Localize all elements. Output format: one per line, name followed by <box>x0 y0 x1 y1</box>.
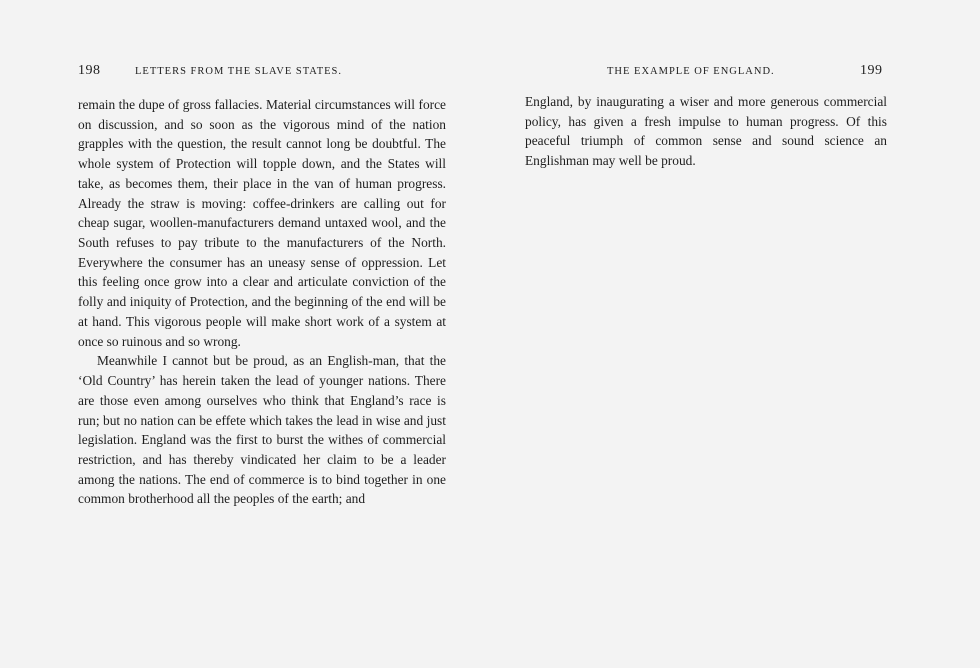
running-head: THE EXAMPLE OF ENGLAND. <box>607 66 775 77</box>
body-text <box>78 95 446 509</box>
page-number: 199 <box>860 63 883 78</box>
paragraph: England, by inaugurating a wiser and more generous commercial policy, has given a fresh impulse to human progress. Of this peaceful triumph of common sense and sound science an Englishman may well be proud. <box>525 94 887 169</box>
body-text <box>525 92 887 171</box>
running-head: LETTERS FROM THE SLAVE STATES. <box>135 66 342 77</box>
paragraph: remain the dupe of gross fallacies. Material circumstances will force on discussion, and so soon as the vigorous mind of the nation grapples with the question, the result cannot long be doubtful. The whole system of Protection will topple down, and the States will take, as becomes them, their place in the van of human progress. Already the straw is moving: coffee-drinkers are calling out for cheap sugar, woollen-manufacturers demand untaxed wool, and the South refuses to pay tribute to the manufacturers of the North. Everywhere the consumer has an uneasy sense of oppression. Let this feeling once grow into a clear and articulate conviction of the folly and iniquity of Protection, and the beginning of the end will be at hand. This vigorous people will make short work of a system at once so ruinous and so wrong. <box>78 97 446 349</box>
right-page <box>490 0 980 668</box>
paragraph: Meanwhile I cannot but be proud, as an English-man, that the ‘Old Country’ has herein taken the lead of younger nations. There are those even among ourselves who think that England’s race is run; but no nation can be effete which takes the lead in wise and just legislation. England was the first to burst the withes of commercial restriction, and has thereby vindicated her claim to be a leader among the nations. The end of commerce is to bind together in one common brotherhood all the peoples of the earth; and <box>78 353 446 507</box>
page-number: 198 <box>78 63 101 78</box>
